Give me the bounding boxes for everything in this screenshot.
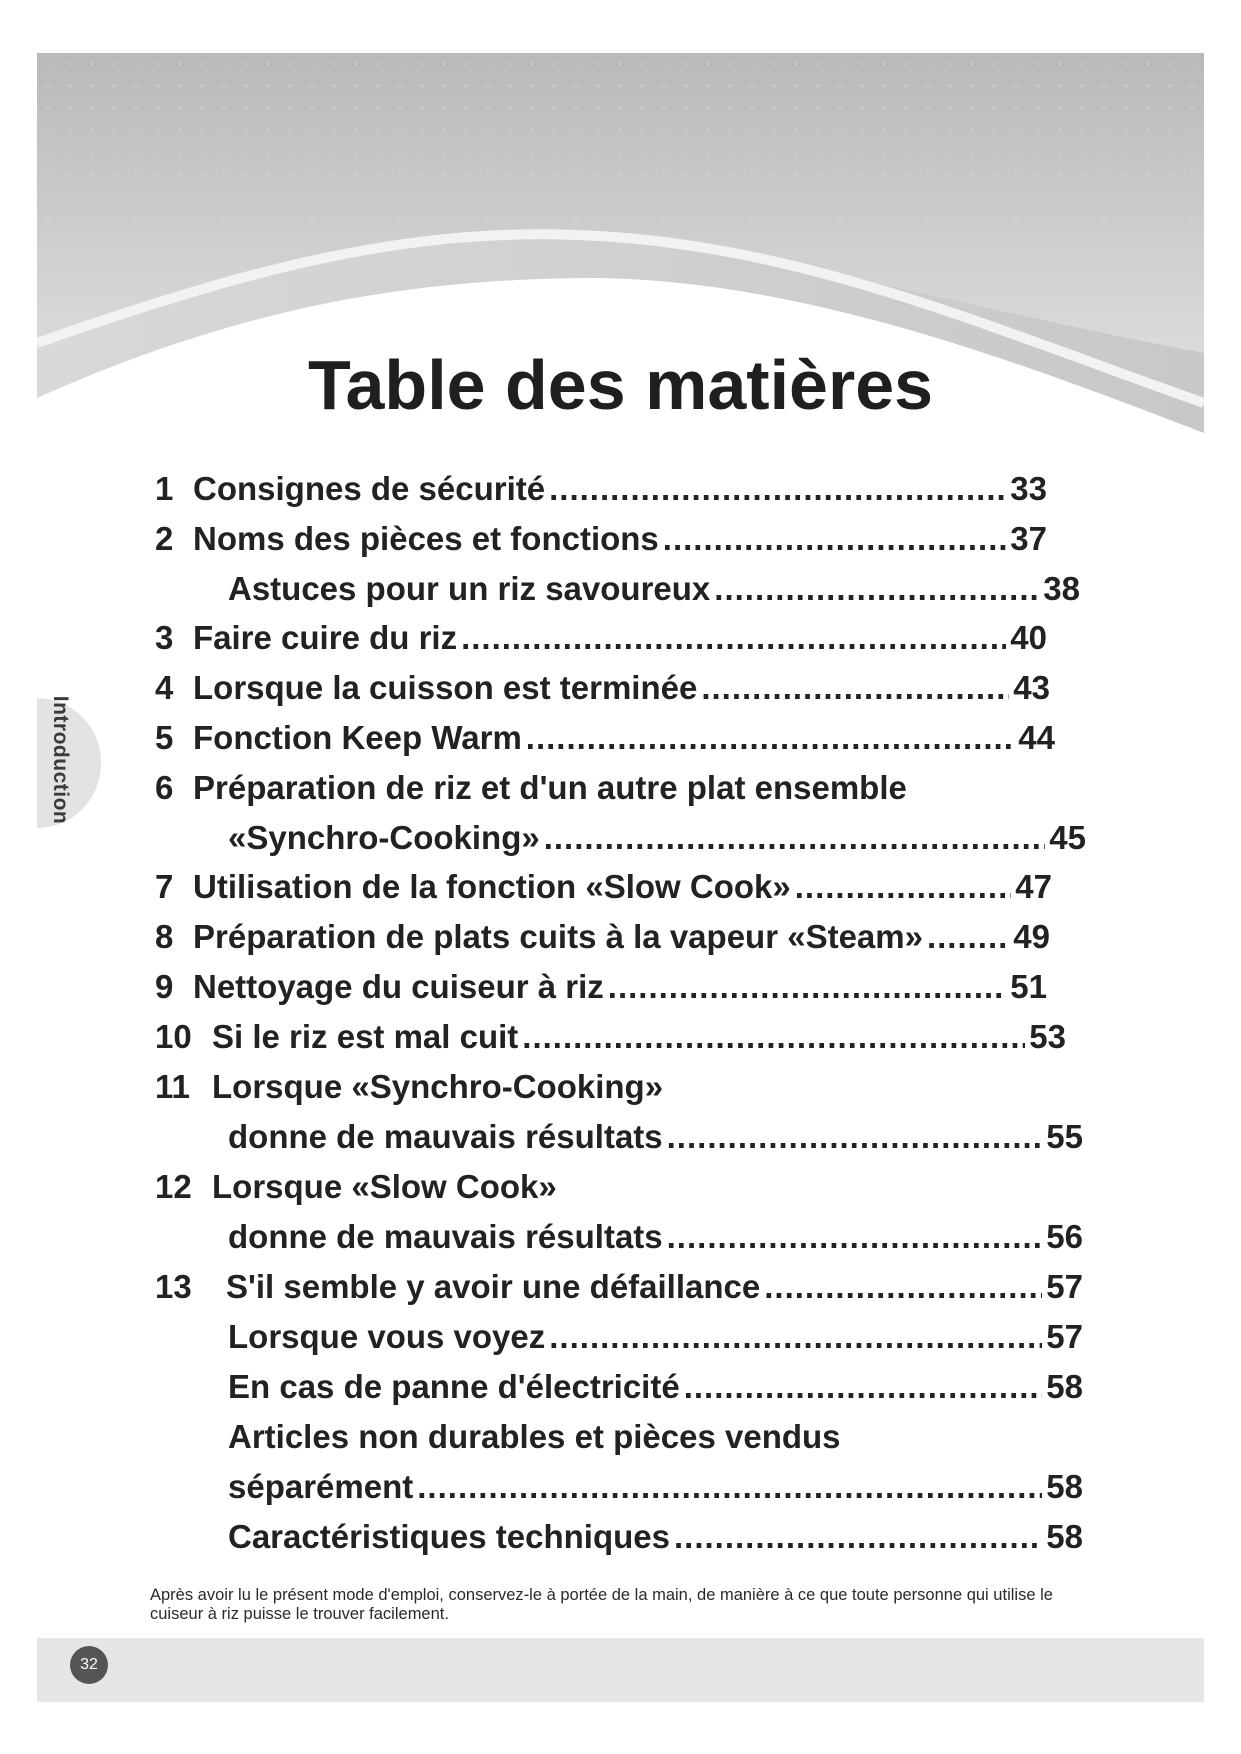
toc-number: 3 — [155, 619, 174, 656]
toc-number: 5 — [155, 719, 174, 756]
page-title: Table des matières — [307, 346, 934, 424]
toc-number: 8 — [155, 918, 174, 955]
footer-band — [37, 1638, 1204, 1702]
toc-title: Consignes de sécurité — [193, 470, 546, 507]
toc-leader-dots — [608, 968, 1007, 1006]
toc-entry — [228, 1418, 841, 1460]
toc-title: Articles non durables et pièces vendus — [228, 1418, 841, 1455]
toc-title: Faire cuire du riz — [193, 619, 458, 656]
toc-number: 4 — [155, 669, 174, 706]
toc-entry — [228, 1118, 1083, 1160]
toc-page-number: 58 — [1046, 1468, 1083, 1505]
toc-entry — [228, 1218, 1083, 1260]
toc-leader-dots — [764, 1268, 1042, 1306]
toc-entry — [155, 520, 1047, 562]
toc-number: 9 — [155, 968, 174, 1005]
toc-leader-dots — [667, 1118, 1043, 1156]
toc-number: 11 — [155, 1068, 190, 1105]
toc-title: Lorsque vous voyez — [228, 1318, 546, 1355]
toc-title: «Synchro-Cooking» — [228, 819, 540, 856]
toc-page-number: 51 — [1010, 968, 1047, 1005]
toc-page-number: 53 — [1029, 1018, 1066, 1055]
toc-entry — [228, 570, 1080, 612]
toc-page-number: 40 — [1010, 619, 1047, 656]
toc-entry — [155, 470, 1047, 512]
page-number-badge: 32 — [70, 1646, 108, 1684]
toc-leader-dots — [461, 619, 1006, 657]
toc-title: Préparation de riz et d'un autre plat ensemble — [193, 769, 907, 806]
toc-entry — [155, 1168, 557, 1210]
toc-entry — [228, 819, 1086, 861]
toc-page-number: 33 — [1010, 470, 1047, 507]
toc-leader-dots — [549, 470, 1006, 508]
toc-number: 6 — [155, 769, 174, 806]
footnote: Après avoir lu le présent mode d'emploi, conservez-le à portée de la main, de manière à ce que toute personne qui utilise le cuiseur à riz puisse le trouver facilement. — [150, 1586, 1053, 1623]
toc-leader-dots — [674, 1518, 1042, 1556]
toc-page-number: 44 — [1018, 719, 1055, 756]
toc-title: Astuces pour un riz savoureux — [228, 570, 711, 607]
toc-entry — [155, 669, 1050, 711]
toc-number: 2 — [155, 520, 174, 557]
toc-title: Utilisation de la fonction «Slow Cook» — [193, 868, 791, 905]
toc-title: Caractéristiques techniques — [228, 1518, 670, 1555]
toc-number: 10 — [155, 1018, 192, 1055]
toc-entry — [228, 1368, 1083, 1410]
toc-page-number: 56 — [1046, 1218, 1083, 1255]
toc-title: Préparation de plats cuits à la vapeur «Steam» — [193, 918, 923, 955]
toc-title: séparément — [228, 1468, 414, 1505]
toc-number: 7 — [155, 868, 174, 905]
toc-title: Si le riz est mal cuit — [212, 1018, 519, 1055]
toc-page-number: 57 — [1046, 1318, 1083, 1355]
toc-title: Fonction Keep Warm — [193, 719, 522, 756]
toc-entry — [155, 1068, 664, 1110]
toc-page-number: 57 — [1046, 1268, 1083, 1305]
toc-entry — [228, 1468, 1083, 1510]
toc-title: Lorsque «Synchro-Cooking» — [212, 1068, 664, 1105]
toc-entry — [155, 918, 1050, 960]
toc-leader-dots — [684, 1368, 1043, 1406]
toc-leader-dots — [667, 1218, 1043, 1256]
section-tab-label: Introduction — [49, 695, 72, 825]
toc-page-number: 37 — [1010, 520, 1047, 557]
toc-title: Nettoyage du cuiseur à riz — [193, 968, 604, 1005]
toc-entry — [155, 1268, 1083, 1310]
toc-title: donne de mauvais résultats — [228, 1118, 663, 1155]
toc-entry — [155, 1018, 1066, 1060]
toc-page-number: 58 — [1046, 1518, 1083, 1555]
toc-page-number: 58 — [1046, 1368, 1083, 1405]
toc-page-number: 43 — [1013, 669, 1050, 706]
toc-entry — [155, 868, 1052, 910]
toc-number: 12 — [155, 1168, 192, 1205]
toc-leader-dots — [701, 669, 1009, 707]
toc-leader-dots — [544, 819, 1046, 857]
toc-number: 1 — [155, 470, 174, 507]
toc-title: En cas de panne d'électricité — [228, 1368, 680, 1405]
toc-title: Lorsque «Slow Cook» — [212, 1168, 557, 1205]
toc-entry — [228, 1318, 1083, 1360]
toc-entry — [155, 968, 1047, 1010]
toc-page-number: 55 — [1046, 1118, 1083, 1155]
toc-page-number: 45 — [1049, 819, 1086, 856]
toc-leader-dots — [526, 719, 1014, 757]
toc-page-number: 47 — [1015, 868, 1052, 905]
toc-leader-dots — [714, 570, 1039, 608]
toc-leader-dots — [927, 918, 1009, 956]
toc-leader-dots — [663, 520, 1006, 558]
toc-number: 13 — [155, 1268, 192, 1305]
toc-page-number: 38 — [1043, 570, 1080, 607]
toc-leader-dots — [417, 1468, 1042, 1506]
toc-leader-dots — [549, 1318, 1042, 1356]
toc-title: Noms des pièces et fonctions — [193, 520, 659, 557]
toc-title: S'il semble y avoir une défaillance — [226, 1268, 761, 1305]
toc-entry — [155, 719, 1055, 761]
toc-leader-dots — [522, 1018, 1025, 1056]
toc-page-number: 49 — [1013, 918, 1050, 955]
toc-entry — [228, 1518, 1083, 1560]
toc-entry — [155, 769, 907, 811]
toc-title: donne de mauvais résultats — [228, 1218, 663, 1255]
toc-title: Lorsque la cuisson est terminée — [193, 669, 698, 706]
toc-entry — [155, 619, 1047, 661]
toc-leader-dots — [795, 868, 1012, 906]
